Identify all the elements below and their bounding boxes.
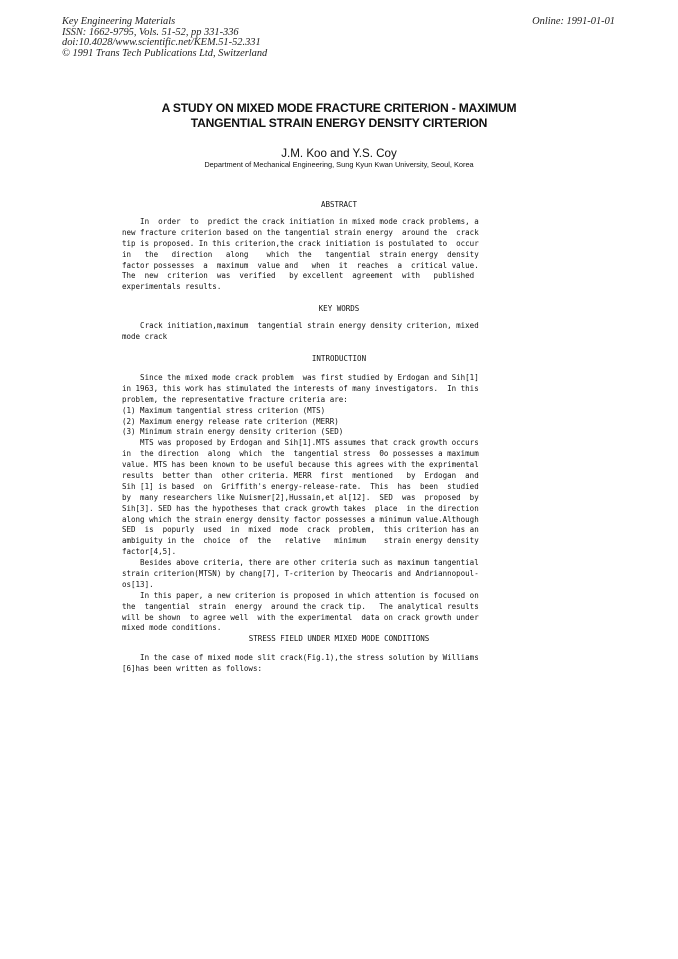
authors: J.M. Koo and Y.S. Coy bbox=[281, 147, 397, 160]
text-line: MTS was proposed by Erdogan and Sih[1].MTS assumes that crack growth occurs bbox=[122, 438, 479, 448]
journal-name: Key Engineering Materials bbox=[62, 16, 176, 27]
text-line: In order to predict the crack initiation in mixed mode crack problems, a bbox=[122, 217, 479, 226]
text-line: (2) Maximum energy release rate criterion (MERR) bbox=[122, 416, 339, 426]
text-line: tip is proposed. In this criterion,the crack initiation is postulated to occur bbox=[122, 238, 479, 248]
text-line: by many researchers like Nuismer[2],Hussain,et al[12]. SED was proposed by bbox=[122, 492, 479, 502]
text-line: problem, the representative fracture criteria are: bbox=[122, 394, 348, 404]
text-line: will be shown to agree well with the experimental data on crack growth under bbox=[122, 612, 479, 622]
stress-field-body bbox=[122, 653, 535, 675]
copyright-line: © 1991 Trans Tech Publications Ltd, Switzerland bbox=[62, 47, 268, 59]
text-line: (1) Maximum tangential stress criterion (MTS) bbox=[122, 405, 326, 415]
text-line: mode crack bbox=[122, 331, 168, 341]
text-line: mixed mode conditions. bbox=[122, 623, 222, 633]
text-line: SED is popurly used in mixed mode crack problem, this criterion has an bbox=[122, 525, 479, 535]
introduction-body bbox=[122, 373, 535, 634]
keywords-body bbox=[122, 321, 535, 343]
issn-line: ISSN: 1662-9795, Vols. 51-52, pp 331-336 bbox=[62, 26, 239, 38]
abstract-heading: ABSTRACT bbox=[320, 200, 358, 209]
affiliation: Department of Mechanical Engineering, Sung Kyun Kwan University, Seoul, Korea bbox=[204, 160, 474, 169]
text-line: In the case of mixed mode slit crack(Fig.1),the stress solution by Williams bbox=[122, 653, 479, 662]
doi-line: doi:10.4028/www.scientific.net/KEM.51-52.331 bbox=[62, 37, 261, 49]
text-line: in the direction along which the tangential strain energy density bbox=[122, 249, 479, 259]
text-line: factor possesses a maximum value and when it reaches a critical value. bbox=[122, 260, 479, 270]
title-line-2: TANGENTIAL STRAIN ENERGY DENSITY CIRTERION bbox=[190, 116, 488, 130]
text-line: Sih [1] is based on Griffith's energy-release-rate. This has been studied bbox=[122, 481, 479, 491]
journal-info bbox=[62, 17, 267, 59]
keywords-heading: KEY WORDS bbox=[318, 304, 360, 313]
introduction-heading: INTRODUCTION bbox=[311, 354, 367, 363]
text-line: in 1963, this work has stimulated the interests of many investigators. In this bbox=[122, 383, 479, 393]
title-line-1: A STUDY ON MIXED MODE FRACTURE CRITERION - MAXIMUM bbox=[161, 101, 517, 115]
paper-title bbox=[0, 101, 678, 131]
text-line: ambiguity in the choice of the relative minimum strain energy density bbox=[122, 536, 479, 546]
text-line: The new criterion was verified by excellent agreement with published bbox=[122, 271, 475, 281]
text-line: factor[4,5]. bbox=[122, 547, 177, 557]
text-line: in the direction along which the tangential stress Θo possesses a maximum bbox=[122, 449, 479, 459]
text-line: value. MTS has been known to be useful because this agrees with the exprimental bbox=[122, 460, 479, 470]
text-line: Sih[3]. SED has the hypotheses that crack growth takes place in the direction bbox=[122, 503, 479, 513]
text-line: the tangential strain energy around the crack tip. The analytical results bbox=[122, 601, 479, 611]
text-line: Crack initiation,maximum tangential strain energy density criterion, mixed bbox=[122, 321, 479, 330]
abstract-body bbox=[122, 217, 535, 293]
text-line: (3) Minimum strain energy density criterion (SED) bbox=[122, 427, 344, 437]
text-line: along which the strain energy density factor possesses a minimum value.Although bbox=[122, 514, 479, 524]
stress-field-heading: STRESS FIELD UNDER MIXED MODE CONDITIONS bbox=[248, 634, 430, 643]
text-line: Besides above criteria, there are other criteria such as maximum tangential bbox=[122, 558, 479, 568]
text-line: Since the mixed mode crack problem was first studied by Erdogan and Sih[1] bbox=[122, 373, 479, 382]
text-line: results better than other criteria. MERR first mentioned by Erdogan and bbox=[122, 471, 479, 481]
text-line: In this paper, a new criterion is proposed in which attention is focused on bbox=[122, 590, 479, 600]
text-line: strain criterion(MTSN) by chang[7], T-criterion by Theocaris and Andriannopoul- bbox=[122, 569, 479, 579]
text-line: [6]has been written as follows: bbox=[122, 663, 262, 673]
online-date: Online: 1991-01-01 bbox=[532, 16, 615, 27]
text-line: experimentals results. bbox=[122, 282, 222, 292]
text-line: os[13]. bbox=[122, 579, 154, 589]
text-line: new fracture criterion based on the tangential strain energy around the crack bbox=[122, 227, 479, 237]
